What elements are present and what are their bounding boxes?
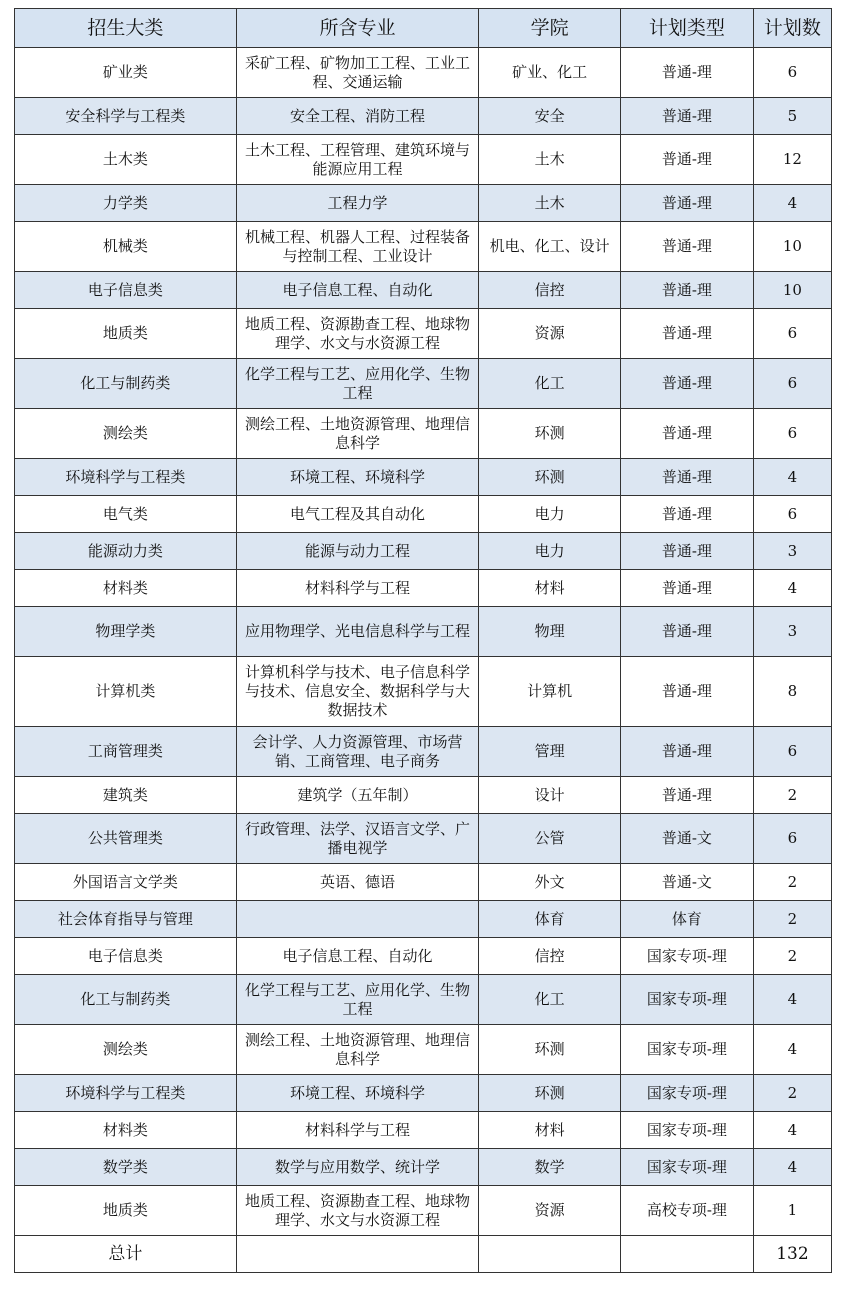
category-cell: 机械类 xyxy=(15,222,237,272)
enrollment-plan-table xyxy=(14,8,832,1273)
majors-cell: 建筑学（五年制） xyxy=(236,777,479,814)
plan-type-cell: 普通-理 xyxy=(620,570,753,607)
total-college-empty xyxy=(479,1236,620,1273)
college-cell: 化工 xyxy=(479,359,620,409)
plan-count-cell: 2 xyxy=(753,901,831,938)
table-row xyxy=(15,135,832,185)
plan-count-cell: 12 xyxy=(753,135,831,185)
table-row xyxy=(15,359,832,409)
majors-cell: 材料科学与工程 xyxy=(236,570,479,607)
plan-count-cell: 2 xyxy=(753,777,831,814)
table-row xyxy=(15,1025,832,1075)
category-cell: 测绘类 xyxy=(15,1025,237,1075)
table-row xyxy=(15,657,832,727)
majors-cell: 英语、德语 xyxy=(236,864,479,901)
college-cell: 材料 xyxy=(479,570,620,607)
plan-type-cell: 普通-理 xyxy=(620,533,753,570)
plan-type-cell: 国家专项-理 xyxy=(620,1025,753,1075)
majors-cell: 能源与动力工程 xyxy=(236,533,479,570)
majors-cell: 工程力学 xyxy=(236,185,479,222)
table-row xyxy=(15,48,832,98)
college-cell: 电力 xyxy=(479,533,620,570)
majors-cell: 安全工程、消防工程 xyxy=(236,98,479,135)
plan-count-cell: 1 xyxy=(753,1186,831,1236)
plan-type-cell: 普通-理 xyxy=(620,409,753,459)
plan-count-cell: 2 xyxy=(753,938,831,975)
plan-count-cell: 4 xyxy=(753,185,831,222)
plan-type-cell: 国家专项-理 xyxy=(620,1112,753,1149)
college-cell: 机电、化工、设计 xyxy=(479,222,620,272)
plan-count-cell: 4 xyxy=(753,570,831,607)
majors-cell: 地质工程、资源勘查工程、地球物理学、水文与水资源工程 xyxy=(236,309,479,359)
plan-count-cell: 4 xyxy=(753,1149,831,1186)
plan-count-cell: 6 xyxy=(753,409,831,459)
college-cell: 信控 xyxy=(479,272,620,309)
category-cell: 社会体育指导与管理 xyxy=(15,901,237,938)
majors-cell: 应用物理学、光电信息科学与工程 xyxy=(236,607,479,657)
college-cell: 信控 xyxy=(479,938,620,975)
plan-count-cell: 4 xyxy=(753,1025,831,1075)
college-cell: 数学 xyxy=(479,1149,620,1186)
plan-count-cell: 6 xyxy=(753,727,831,777)
majors-cell: 会计学、人力资源管理、市场营销、工商管理、电子商务 xyxy=(236,727,479,777)
category-cell: 外国语言文学类 xyxy=(15,864,237,901)
plan-type-cell: 普通-理 xyxy=(620,459,753,496)
plan-type-cell: 普通-文 xyxy=(620,864,753,901)
college-cell: 外文 xyxy=(479,864,620,901)
majors-cell xyxy=(236,901,479,938)
college-cell: 设计 xyxy=(479,777,620,814)
table-row xyxy=(15,1186,832,1236)
plan-count-cell: 4 xyxy=(753,1112,831,1149)
majors-cell: 化学工程与工艺、应用化学、生物工程 xyxy=(236,359,479,409)
header-college: 学院 xyxy=(479,9,620,48)
table-row xyxy=(15,938,832,975)
total-type-empty xyxy=(620,1236,753,1273)
category-cell: 材料类 xyxy=(15,1112,237,1149)
plan-type-cell: 普通-理 xyxy=(620,657,753,727)
header-plan-type: 计划类型 xyxy=(620,9,753,48)
college-cell: 环测 xyxy=(479,1075,620,1112)
plan-count-cell: 6 xyxy=(753,814,831,864)
category-cell: 化工与制药类 xyxy=(15,359,237,409)
plan-type-cell: 体育 xyxy=(620,901,753,938)
majors-cell: 测绘工程、土地资源管理、地理信息科学 xyxy=(236,409,479,459)
plan-type-cell: 普通-理 xyxy=(620,359,753,409)
category-cell: 材料类 xyxy=(15,570,237,607)
plan-type-cell: 普通-理 xyxy=(620,98,753,135)
plan-type-cell: 国家专项-理 xyxy=(620,975,753,1025)
category-cell: 建筑类 xyxy=(15,777,237,814)
category-cell: 测绘类 xyxy=(15,409,237,459)
category-cell: 地质类 xyxy=(15,309,237,359)
college-cell: 矿业、化工 xyxy=(479,48,620,98)
table-row xyxy=(15,777,832,814)
majors-cell: 化学工程与工艺、应用化学、生物工程 xyxy=(236,975,479,1025)
table-row xyxy=(15,309,832,359)
header-majors: 所含专业 xyxy=(236,9,479,48)
plan-count-cell: 6 xyxy=(753,496,831,533)
college-cell: 安全 xyxy=(479,98,620,135)
category-cell: 电子信息类 xyxy=(15,272,237,309)
table-row xyxy=(15,975,832,1025)
category-cell: 土木类 xyxy=(15,135,237,185)
plan-count-cell: 5 xyxy=(753,98,831,135)
category-cell: 计算机类 xyxy=(15,657,237,727)
college-cell: 公管 xyxy=(479,814,620,864)
category-cell: 安全科学与工程类 xyxy=(15,98,237,135)
majors-cell: 测绘工程、土地资源管理、地理信息科学 xyxy=(236,1025,479,1075)
category-cell: 矿业类 xyxy=(15,48,237,98)
plan-count-cell: 3 xyxy=(753,607,831,657)
category-cell: 电气类 xyxy=(15,496,237,533)
majors-cell: 土木工程、工程管理、建筑环境与能源应用工程 xyxy=(236,135,479,185)
plan-type-cell: 国家专项-理 xyxy=(620,1075,753,1112)
college-cell: 电力 xyxy=(479,496,620,533)
college-cell: 环测 xyxy=(479,1025,620,1075)
majors-cell: 环境工程、环境科学 xyxy=(236,459,479,496)
majors-cell: 电子信息工程、自动化 xyxy=(236,272,479,309)
majors-cell: 机械工程、机器人工程、过程装备与控制工程、工业设计 xyxy=(236,222,479,272)
plan-type-cell: 普通-理 xyxy=(620,222,753,272)
plan-count-cell: 2 xyxy=(753,864,831,901)
table-row xyxy=(15,607,832,657)
table-row xyxy=(15,409,832,459)
college-cell: 环测 xyxy=(479,409,620,459)
majors-cell: 数学与应用数学、统计学 xyxy=(236,1149,479,1186)
plan-count-cell: 3 xyxy=(753,533,831,570)
header-plan-count: 计划数 xyxy=(753,9,831,48)
college-cell: 体育 xyxy=(479,901,620,938)
majors-cell: 电气工程及其自动化 xyxy=(236,496,479,533)
plan-count-cell: 6 xyxy=(753,359,831,409)
college-cell: 土木 xyxy=(479,185,620,222)
plan-type-cell: 普通-理 xyxy=(620,185,753,222)
table-row xyxy=(15,272,832,309)
college-cell: 计算机 xyxy=(479,657,620,727)
majors-cell: 行政管理、法学、汉语言文学、广播电视学 xyxy=(236,814,479,864)
plan-type-cell: 普通-文 xyxy=(620,814,753,864)
table-row xyxy=(15,1075,832,1112)
table-row xyxy=(15,570,832,607)
table-row xyxy=(15,1112,832,1149)
category-cell: 物理学类 xyxy=(15,607,237,657)
majors-cell: 采矿工程、矿物加工工程、工业工程、交通运输 xyxy=(236,48,479,98)
plan-count-cell: 8 xyxy=(753,657,831,727)
college-cell: 资源 xyxy=(479,309,620,359)
plan-type-cell: 普通-理 xyxy=(620,272,753,309)
plan-count-cell: 4 xyxy=(753,975,831,1025)
total-count: 132 xyxy=(753,1236,831,1273)
plan-count-cell: 10 xyxy=(753,272,831,309)
total-majors-empty xyxy=(236,1236,479,1273)
total-row xyxy=(15,1236,832,1273)
majors-cell: 计算机科学与技术、电子信息科学与技术、信息安全、数据科学与大数据技术 xyxy=(236,657,479,727)
majors-cell: 电子信息工程、自动化 xyxy=(236,938,479,975)
table-row xyxy=(15,98,832,135)
majors-cell: 材料科学与工程 xyxy=(236,1112,479,1149)
category-cell: 地质类 xyxy=(15,1186,237,1236)
plan-count-cell: 10 xyxy=(753,222,831,272)
category-cell: 公共管理类 xyxy=(15,814,237,864)
category-cell: 数学类 xyxy=(15,1149,237,1186)
college-cell: 物理 xyxy=(479,607,620,657)
college-cell: 化工 xyxy=(479,975,620,1025)
total-label: 总计 xyxy=(15,1236,237,1273)
plan-type-cell: 普通-理 xyxy=(620,777,753,814)
header-category: 招生大类 xyxy=(15,9,237,48)
category-cell: 电子信息类 xyxy=(15,938,237,975)
table-row xyxy=(15,727,832,777)
table-row xyxy=(15,222,832,272)
plan-count-cell: 4 xyxy=(753,459,831,496)
plan-type-cell: 普通-理 xyxy=(620,607,753,657)
table-body xyxy=(15,48,832,1273)
plan-count-cell: 6 xyxy=(753,309,831,359)
category-cell: 能源动力类 xyxy=(15,533,237,570)
plan-type-cell: 普通-理 xyxy=(620,496,753,533)
plan-type-cell: 普通-理 xyxy=(620,135,753,185)
majors-cell: 环境工程、环境科学 xyxy=(236,1075,479,1112)
college-cell: 资源 xyxy=(479,1186,620,1236)
category-cell: 环境科学与工程类 xyxy=(15,1075,237,1112)
table-row xyxy=(15,185,832,222)
table-row xyxy=(15,864,832,901)
plan-count-cell: 6 xyxy=(753,48,831,98)
table-header-row xyxy=(15,9,832,48)
category-cell: 力学类 xyxy=(15,185,237,222)
plan-type-cell: 普通-理 xyxy=(620,309,753,359)
plan-type-cell: 普通-理 xyxy=(620,48,753,98)
table-row xyxy=(15,1149,832,1186)
table-row xyxy=(15,459,832,496)
college-cell: 材料 xyxy=(479,1112,620,1149)
college-cell: 环测 xyxy=(479,459,620,496)
table-row xyxy=(15,533,832,570)
majors-cell: 地质工程、资源勘查工程、地球物理学、水文与水资源工程 xyxy=(236,1186,479,1236)
plan-type-cell: 普通-理 xyxy=(620,727,753,777)
table-row xyxy=(15,814,832,864)
plan-type-cell: 高校专项-理 xyxy=(620,1186,753,1236)
table-row xyxy=(15,496,832,533)
category-cell: 化工与制药类 xyxy=(15,975,237,1025)
category-cell: 环境科学与工程类 xyxy=(15,459,237,496)
college-cell: 土木 xyxy=(479,135,620,185)
table-row xyxy=(15,901,832,938)
plan-type-cell: 国家专项-理 xyxy=(620,938,753,975)
plan-count-cell: 2 xyxy=(753,1075,831,1112)
college-cell: 管理 xyxy=(479,727,620,777)
plan-type-cell: 国家专项-理 xyxy=(620,1149,753,1186)
category-cell: 工商管理类 xyxy=(15,727,237,777)
